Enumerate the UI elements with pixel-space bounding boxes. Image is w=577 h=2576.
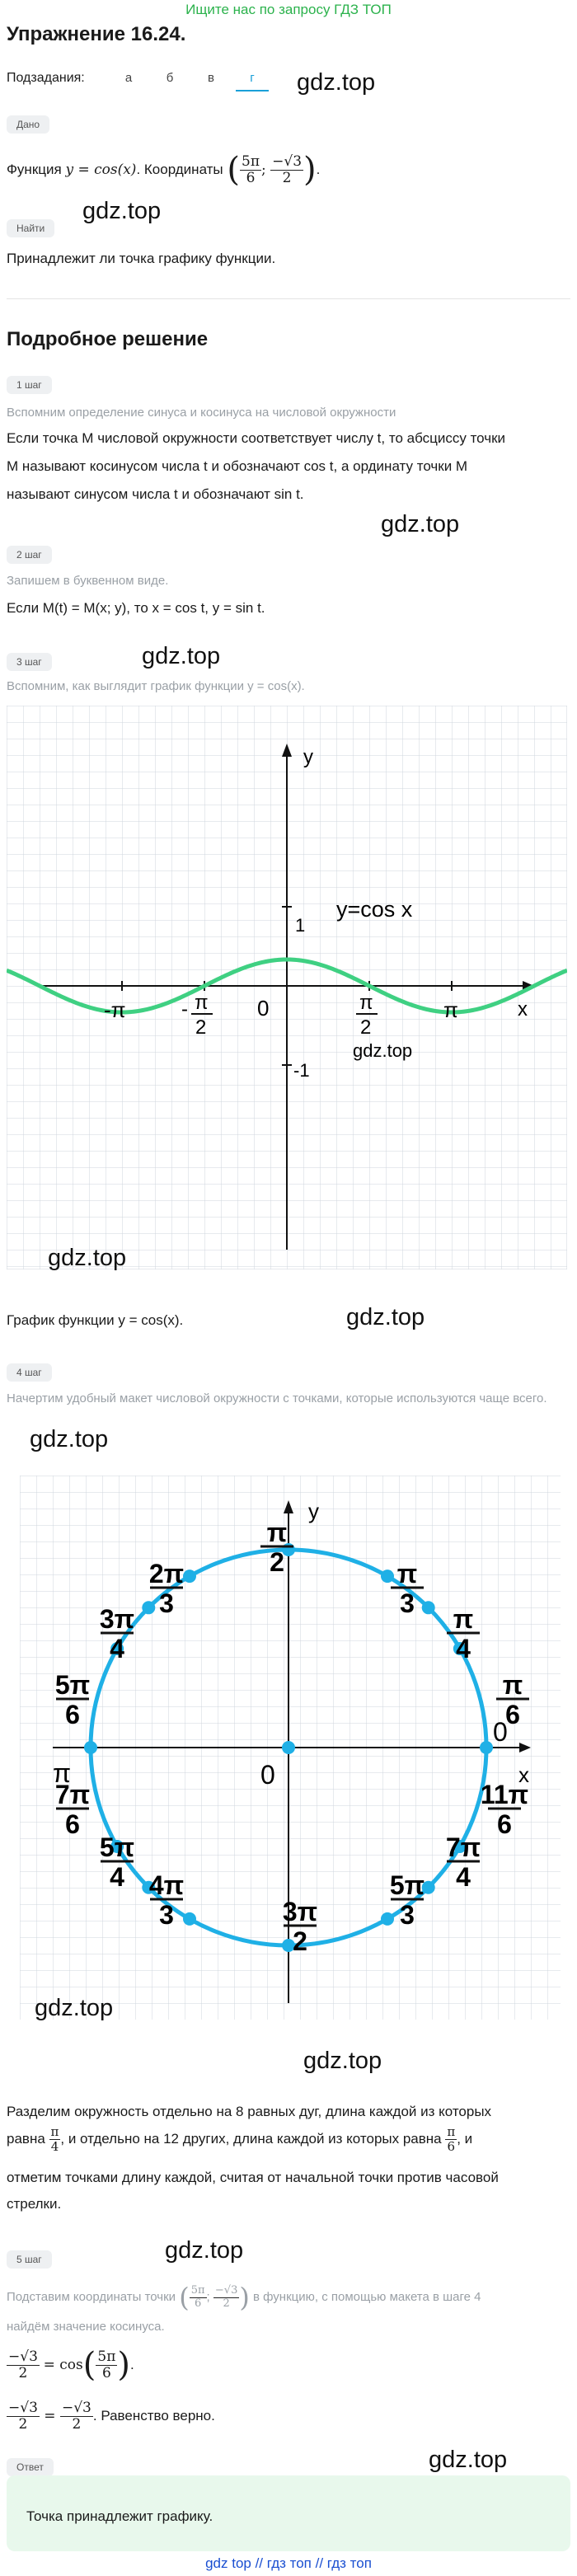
watermark: gdz.top bbox=[48, 1245, 127, 1271]
watermark: gdz.top bbox=[165, 2237, 244, 2264]
watermark: gdz.top bbox=[303, 2048, 382, 2074]
angle-label-num: π bbox=[396, 1559, 418, 1588]
paren-open: ( bbox=[227, 151, 240, 189]
tab-a[interactable]: а bbox=[124, 71, 133, 85]
angle-label-num: 5π bbox=[389, 1870, 425, 1900]
circle-point bbox=[84, 1741, 97, 1754]
step1-line3: называют синусом числа t и обозначают sin t. bbox=[7, 486, 304, 502]
frac bbox=[7, 2400, 40, 2432]
tick-label-neg-half-pi-sign: - bbox=[181, 998, 188, 1021]
equals: = bbox=[39, 2407, 60, 2424]
circle-point bbox=[381, 1570, 394, 1583]
watermark: gdz.top bbox=[82, 198, 162, 224]
frac-pi-6 bbox=[445, 2125, 457, 2153]
frac-den: 2 bbox=[18, 2364, 28, 2381]
angle-label-den: 4 bbox=[456, 1862, 471, 1892]
step1-hint: Вспомним определение синуса и косинуса на числовой окружности bbox=[7, 406, 396, 420]
step4-line1: Разделим окружность отдельно на 8 равных дуг, длина каждой из которых bbox=[7, 2104, 492, 2119]
step4-line2 bbox=[7, 2125, 472, 2153]
text: , и отдельно на 12 других, длина каждой из которых равна bbox=[60, 2130, 442, 2147]
step2-hint: Запишем в буквенном виде. bbox=[7, 574, 169, 588]
angle-label-num: 3π bbox=[282, 1897, 318, 1926]
angle-label-den: 4 bbox=[110, 1862, 124, 1892]
watermark: gdz.top bbox=[297, 69, 376, 96]
frac-num: 5π bbox=[97, 2348, 116, 2365]
step4-line4: стрелки. bbox=[7, 2196, 62, 2212]
angle-label-num: 7π bbox=[54, 1780, 91, 1809]
coord-y-frac bbox=[213, 2285, 239, 2310]
angle-label-num: 11π bbox=[480, 1780, 529, 1809]
watermark: gdz.top bbox=[346, 1304, 425, 1330]
angle-label-num: 3π bbox=[99, 1604, 135, 1634]
step1-line2: M называют косинусом числа t и обозначают cos t, а ординату точки M bbox=[7, 458, 468, 474]
frac-den: 6 bbox=[194, 2297, 202, 2310]
coord-x-frac bbox=[190, 2285, 207, 2310]
angle-label-den: 6 bbox=[65, 1700, 80, 1729]
frac-den: 6 bbox=[101, 2364, 111, 2381]
circle-point bbox=[183, 1912, 196, 1926]
frac-num: −√3 bbox=[214, 2284, 238, 2297]
coord-x-den: 6 bbox=[246, 169, 256, 186]
angle-label-num: 4π bbox=[148, 1870, 185, 1900]
angle-label-num: 2π bbox=[148, 1559, 185, 1588]
graph-watermark: gdz.top bbox=[353, 1040, 413, 1061]
step5-eq1: $\frac{-√3}{2}$ = cos ( $\frac{5\pi}{6}$ ) . bbox=[7, 2343, 134, 2387]
frac bbox=[96, 2349, 117, 2381]
tick-label-neg-one: -1 bbox=[293, 1060, 310, 1081]
tab-b[interactable]: б bbox=[166, 71, 174, 85]
given-coords-label: . Координаты bbox=[136, 161, 223, 177]
step1-line1: Если точка M числовой окружности соответствует числу t, то абсциссу точки bbox=[7, 430, 506, 446]
frac-pi-4 bbox=[49, 2125, 61, 2153]
label-zero: 0 bbox=[493, 1717, 508, 1747]
watermark: gdz.top bbox=[142, 643, 221, 669]
answer-box bbox=[7, 2475, 570, 2551]
frac-num: −√3 bbox=[8, 2348, 38, 2365]
step4-hint: Начертим удобный макет числовой окружности с точками, которые используются чаще всего. bbox=[7, 1391, 547, 1405]
angle-label-den: 3 bbox=[400, 1588, 415, 1618]
text: Подставим координаты точки bbox=[7, 2289, 176, 2304]
tick-label-neg-half-pi-num: π bbox=[195, 992, 209, 1014]
tick-label-neg-pi: -π bbox=[104, 997, 126, 1022]
eq-mid: = cos bbox=[43, 2356, 83, 2373]
answer-pill: Ответ bbox=[7, 2458, 54, 2476]
subtask-label: Подзадания: bbox=[7, 71, 85, 85]
tab-v[interactable]: в bbox=[208, 71, 214, 85]
circle-point bbox=[422, 1601, 435, 1614]
circle-point bbox=[381, 1912, 394, 1926]
paren-close: ) bbox=[303, 151, 317, 189]
angle-label-den: 3 bbox=[400, 1900, 415, 1930]
frac-num: 5π bbox=[190, 2284, 205, 2297]
step3-pill: 3 шаг bbox=[7, 653, 52, 671]
tick-label-half-pi-num: π bbox=[359, 992, 373, 1014]
angle-label-den: 2 bbox=[270, 1547, 284, 1577]
circle-point bbox=[183, 1570, 196, 1583]
frac-num: π bbox=[50, 2124, 59, 2139]
angle-label-num: π bbox=[502, 1670, 523, 1700]
cos-graph bbox=[7, 706, 567, 1269]
watermark: gdz.top bbox=[381, 511, 460, 537]
y-axis-label: y bbox=[303, 746, 313, 768]
divider bbox=[7, 298, 570, 299]
paren-open: ( bbox=[179, 2282, 190, 2313]
step5-pill: 5 шаг bbox=[7, 2250, 52, 2269]
angle-label-num: 7π bbox=[445, 1832, 481, 1862]
angle-label-num: π bbox=[453, 1604, 474, 1634]
frac bbox=[7, 2349, 40, 2381]
frac-den: 2 bbox=[223, 2297, 230, 2310]
frac-num: −√3 bbox=[61, 2399, 91, 2416]
tick-label-pi: π bbox=[443, 997, 458, 1022]
x-axis-label: x bbox=[518, 998, 528, 1021]
step2-line1: Если M(t) = M(x; y), то x = cos t, y = sin t. bbox=[7, 600, 265, 616]
angle-label-den: 4 bbox=[110, 1634, 124, 1663]
given-func: y = cos(x) bbox=[65, 161, 137, 178]
solution-title: Подробное решение bbox=[7, 328, 209, 350]
find-pill: Найти bbox=[7, 219, 54, 237]
paren-open: ( bbox=[82, 2346, 96, 2384]
answer-text: Точка принадлежит графику. bbox=[26, 2508, 213, 2524]
label-pi: π bbox=[53, 1758, 72, 1788]
angle-label-den: 6 bbox=[497, 1809, 512, 1839]
circle-point bbox=[480, 1741, 493, 1754]
frac-den: 6 bbox=[447, 2138, 456, 2154]
text: в функцию, с помощью макета в шаге 4 bbox=[253, 2289, 481, 2304]
y-axis-label: y bbox=[308, 1499, 319, 1523]
center-point bbox=[282, 1741, 295, 1754]
find-text: Принадлежит ли точка графику функции. bbox=[7, 251, 276, 266]
top-banner[interactable]: Ищите нас по запросу ГДЗ ТОП bbox=[185, 2, 392, 17]
coord-sep: ; bbox=[261, 161, 271, 178]
step5-eq2 bbox=[7, 2394, 215, 2438]
paren-close: ) bbox=[117, 2346, 130, 2384]
circle-point bbox=[142, 1601, 155, 1614]
tick-label-one: 1 bbox=[295, 915, 306, 936]
page-title: Упражнение 16.24. bbox=[7, 23, 186, 45]
frac bbox=[60, 2400, 93, 2432]
step2-pill: 2 шаг bbox=[7, 546, 52, 564]
coord-y-frac bbox=[270, 154, 303, 185]
eq-text: . Равенство верно. bbox=[92, 2407, 215, 2424]
frac-num: π bbox=[447, 2124, 456, 2139]
angle-label-den: 6 bbox=[65, 1809, 80, 1839]
angle-label-num: 5π bbox=[54, 1670, 91, 1700]
frac-den: 2 bbox=[72, 2415, 82, 2433]
tick-label-half-pi-den: 2 bbox=[360, 1016, 372, 1039]
frac-num: −√3 bbox=[8, 2399, 38, 2416]
frac-den: 2 bbox=[18, 2415, 28, 2433]
watermark: gdz.top bbox=[30, 1426, 109, 1452]
angle-label-den: 3 bbox=[159, 1588, 174, 1618]
step1-pill: 1 шаг bbox=[7, 376, 52, 394]
coord-x-num: 5π bbox=[242, 152, 260, 170]
bottom-links[interactable]: gdz top // гдз топ // гдз топ bbox=[205, 2555, 372, 2571]
given-text: Функция y = cos(x) . Координаты ( $\frac{5\pi}{6}$ ; $\frac{-√3}{2}$ ) . bbox=[7, 147, 320, 193]
given-prefix: Функция bbox=[7, 161, 62, 177]
coord-sep: ; bbox=[206, 2289, 213, 2304]
angle-label-den: 2 bbox=[293, 1926, 307, 1956]
angle-label-num: π bbox=[266, 1518, 288, 1547]
coord-y-num: −√3 bbox=[272, 152, 303, 170]
frac-den: 4 bbox=[50, 2138, 59, 2154]
step4-line3: отметим точками длину каждой, считая от начальной точки против часовой bbox=[7, 2170, 499, 2185]
function-label: y=cos x bbox=[336, 897, 413, 922]
origin-label: 0 bbox=[260, 1760, 275, 1790]
subtask-row bbox=[7, 64, 570, 94]
angle-label-den: 4 bbox=[456, 1634, 471, 1663]
given-pill: Дано bbox=[7, 115, 49, 134]
angle-label-den: 3 bbox=[159, 1900, 174, 1930]
step4-pill: 4 шаг bbox=[7, 1363, 52, 1382]
paren-close: ) bbox=[239, 2282, 250, 2313]
angle-label-num: 5π bbox=[99, 1832, 135, 1862]
x-axis-label: x bbox=[518, 1762, 529, 1787]
step5-hint bbox=[7, 2277, 481, 2318]
coord-y-den: 2 bbox=[282, 169, 292, 186]
tab-g[interactable]: г bbox=[236, 71, 269, 91]
watermark: gdz.top bbox=[35, 1995, 114, 2021]
unit-circle bbox=[20, 1476, 561, 2020]
origin-label: 0 bbox=[257, 996, 270, 1021]
step3-caption: График функции y = cos(x). bbox=[7, 1312, 184, 1328]
tick-label-neg-half-pi-den: 2 bbox=[195, 1016, 207, 1039]
step3-hint: Вспомним, как выглядит график функции y = cos(x). bbox=[7, 679, 305, 693]
text: равна bbox=[7, 2130, 45, 2147]
step5-hint-2: найдём значение косинуса. bbox=[7, 2320, 165, 2334]
coord-x-frac bbox=[240, 154, 261, 185]
watermark: gdz.top bbox=[429, 2447, 508, 2473]
angle-label-den: 6 bbox=[505, 1700, 520, 1729]
text: , и bbox=[457, 2130, 473, 2147]
